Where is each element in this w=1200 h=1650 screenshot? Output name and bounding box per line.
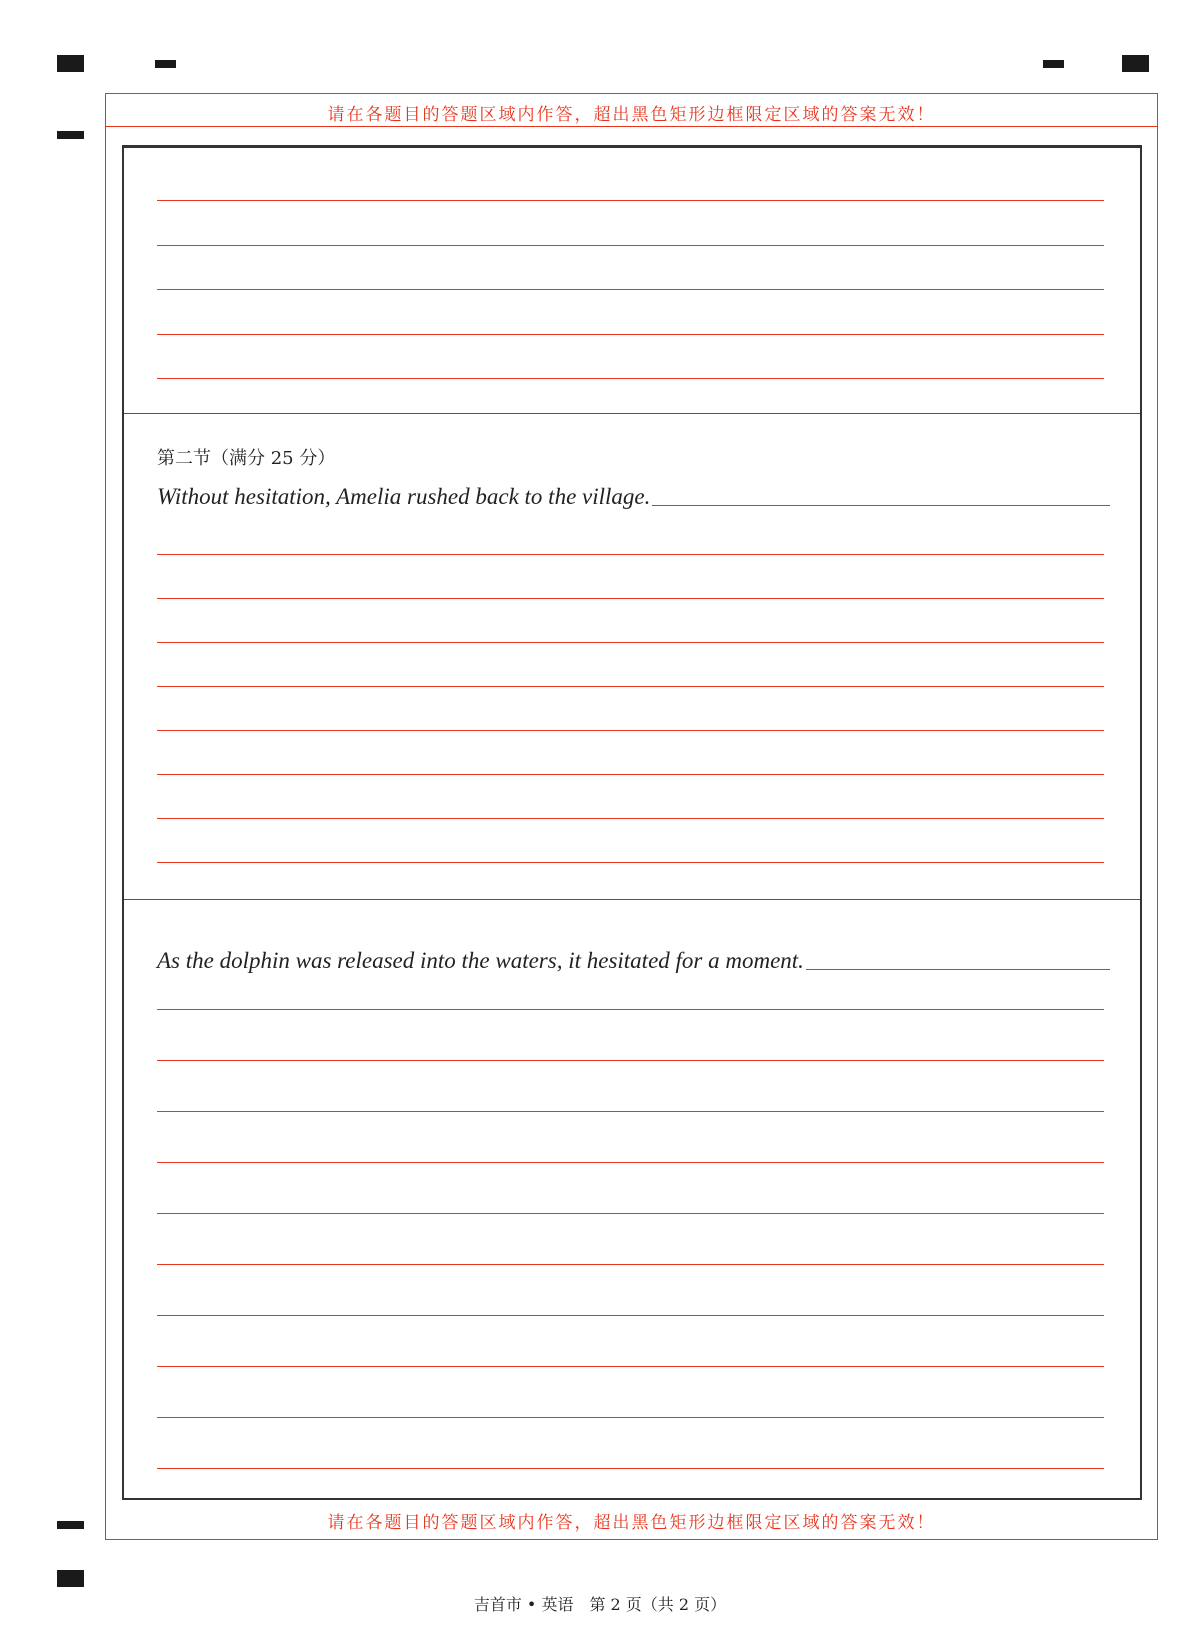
warning-text-bottom: 请在各题目的答题区域内作答，超出黑色矩形边框限定区域的答案无效！	[327, 1513, 936, 1533]
writing-line[interactable]	[157, 598, 1104, 599]
prompt-second	[157, 948, 1110, 974]
answer-box	[122, 145, 1142, 1500]
prompt-text: Without hesitation, Amelia rushed back to the village.	[157, 484, 651, 509]
alignment-mark	[155, 60, 176, 68]
alignment-mark	[1043, 60, 1064, 68]
prompt-first	[157, 484, 1110, 510]
writing-line[interactable]	[157, 245, 1104, 246]
prompt-text: As the dolphin was released into the waters, it hesitated for a moment.	[157, 948, 804, 973]
writing-line[interactable]	[157, 289, 1104, 290]
writing-line[interactable]	[157, 818, 1104, 819]
alignment-mark	[57, 55, 84, 72]
writing-line[interactable]	[157, 1009, 1104, 1010]
writing-line[interactable]	[157, 1213, 1104, 1214]
writing-line[interactable]	[157, 334, 1104, 335]
answer-section-part-two	[124, 413, 1140, 900]
writing-line[interactable]	[157, 1468, 1104, 1469]
alignment-mark	[57, 1570, 84, 1587]
writing-line[interactable]	[157, 774, 1104, 775]
writing-line[interactable]	[157, 1060, 1104, 1061]
writing-line[interactable]	[157, 1111, 1104, 1112]
writing-line[interactable]	[157, 554, 1104, 555]
writing-line[interactable]	[806, 968, 1110, 970]
writing-line[interactable]	[157, 200, 1104, 201]
section-label: 第二节（满分 25 分）	[157, 448, 336, 469]
answer-section-second-paragraph	[124, 899, 1140, 1498]
writing-line[interactable]	[157, 686, 1104, 687]
warning-text-top: 请在各题目的答题区域内作答，超出黑色矩形边框限定区域的答案无效！	[327, 105, 936, 125]
writing-line[interactable]	[157, 1264, 1104, 1265]
writing-line[interactable]	[157, 1366, 1104, 1367]
writing-line[interactable]	[157, 862, 1104, 863]
writing-line[interactable]	[157, 642, 1104, 643]
writing-line[interactable]	[652, 504, 1110, 506]
writing-line[interactable]	[157, 1315, 1104, 1316]
writing-line[interactable]	[157, 730, 1104, 731]
writing-line[interactable]	[157, 1417, 1104, 1418]
writing-line[interactable]	[157, 378, 1104, 379]
alignment-mark	[57, 1521, 84, 1529]
frame-divider	[106, 126, 1157, 127]
alignment-mark	[57, 131, 84, 139]
answer-section-continuation	[124, 148, 1140, 413]
writing-line[interactable]	[157, 1162, 1104, 1163]
alignment-mark	[1122, 55, 1149, 72]
page-footer: 吉首市 • 英语 第 2 页（共 2 页）	[473, 1595, 727, 1614]
